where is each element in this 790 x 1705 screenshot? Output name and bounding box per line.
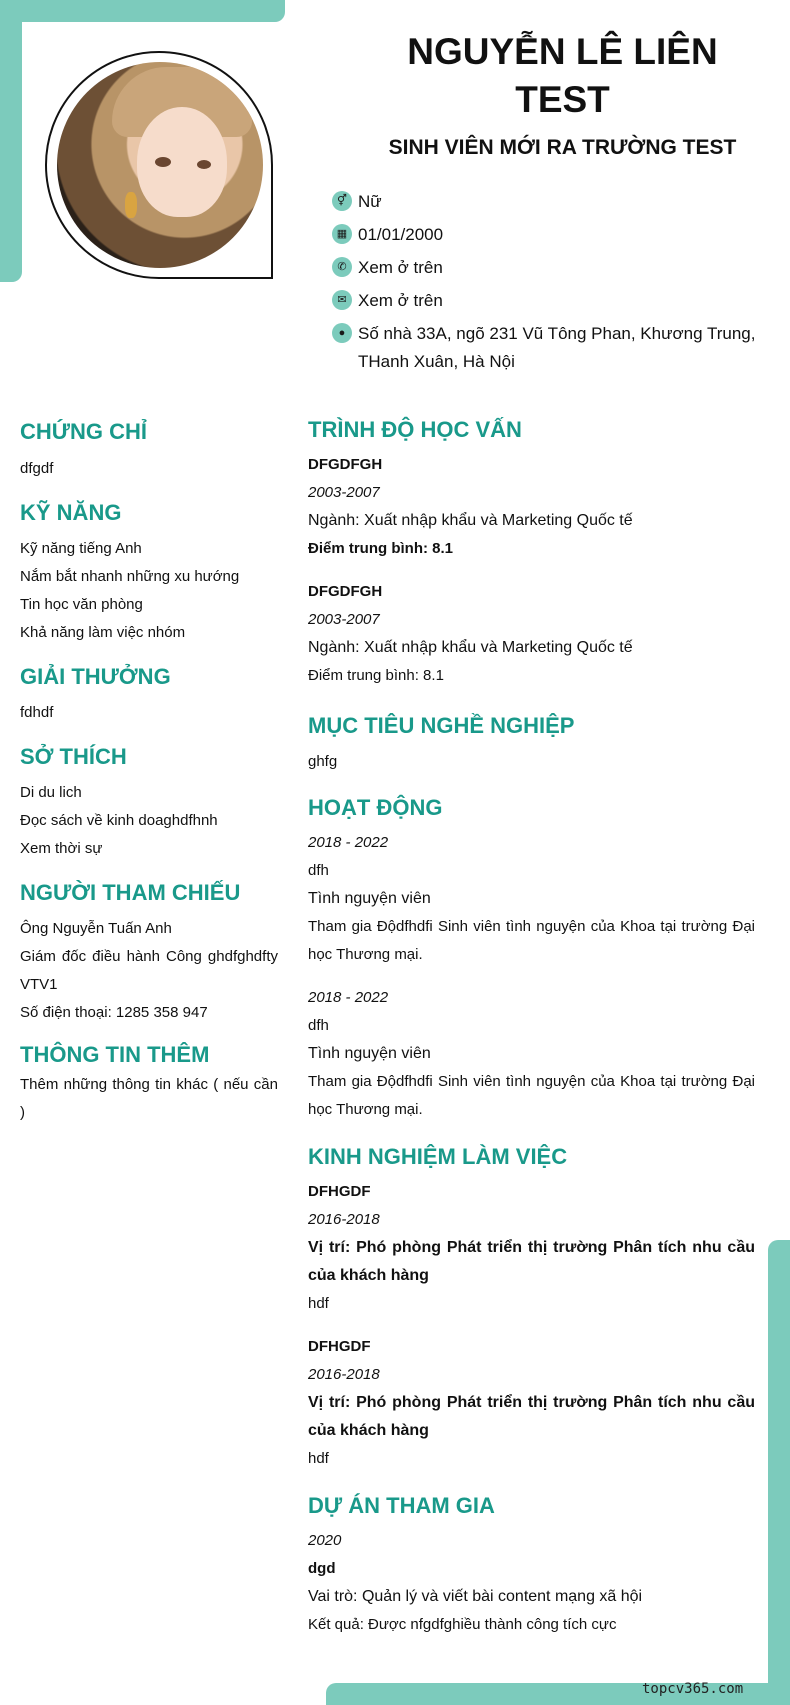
avatar xyxy=(57,62,263,268)
project-result: Kết quả: Được nfgdfghiều thành công tích cực xyxy=(308,1616,617,1633)
education-gpa: Điểm trung bình: 8.1 xyxy=(308,667,444,684)
right-decor-bar xyxy=(768,1240,790,1705)
section-extra-title: THÔNG TIN THÊM xyxy=(20,1042,210,1067)
experience-desc: hdf xyxy=(308,1295,329,1312)
project-year: 2020 xyxy=(308,1532,342,1549)
contact-birthday: ▦ 01/01/2000 xyxy=(332,221,757,249)
award-item: fdhdf xyxy=(20,704,54,721)
experience-desc: hdf xyxy=(308,1450,329,1467)
contact-info xyxy=(332,188,757,381)
activity-desc: Tham gia Độdfhdfi Sinh viên tình nguyện của Khoa tại trường Đại học Thương mại. xyxy=(308,918,755,963)
gender-icon: ⚥ xyxy=(332,191,352,211)
section-certificates-title: CHỨNG CHỈ xyxy=(20,419,148,444)
reference-phone: Số điện thoại: 1285 358 947 xyxy=(20,1004,208,1021)
section-awards-title: GIẢI THƯỞNG xyxy=(20,664,171,689)
project-role: Vai trò: Quản lý và viết bài content mạng xã hội xyxy=(308,1588,643,1605)
email-icon: ✉ xyxy=(332,290,352,310)
section-experience-title: KINH NGHIỆM LÀM VIỆC xyxy=(308,1144,568,1169)
activity-org: dfh xyxy=(308,862,329,879)
contact-email: ✉ Xem ở trên xyxy=(332,287,757,315)
location-icon: ● xyxy=(332,323,352,343)
education-major: Ngành: Xuất nhập khẩu và Marketing Quốc tế xyxy=(308,639,633,656)
reference-position: Giám đốc điều hành Công ghdfghdfty VTV1 xyxy=(20,948,278,993)
activity-desc: Tham gia Độdfhdfi Sinh viên tình nguyện của Khoa tại trường Đại học Thương mại. xyxy=(308,1073,755,1118)
skill-item: Kỹ năng tiếng Anh xyxy=(20,540,142,557)
extra-info: Thêm những thông tin khác ( nếu cần ) xyxy=(20,1076,278,1121)
contact-address: ● Số nhà 33A, ngõ 231 Vũ Tông Phan, Khương Trung, THanh Xuân, Hà Nội xyxy=(332,320,757,376)
experience-position: Vị trí: Phó phòng Phát triển thị trường Phân tích nhu cầu của khách hàng xyxy=(308,1239,755,1284)
certificate-item: dfgdf xyxy=(20,460,54,477)
experience-company: DFHGDF xyxy=(308,1338,371,1355)
section-objective-title: MỤC TIÊU NGHỀ NGHIỆP xyxy=(308,713,575,738)
activity-period: 2018 - 2022 xyxy=(308,834,389,851)
phone-icon: ✆ xyxy=(332,257,352,277)
skill-item: Khả năng làm việc nhóm xyxy=(20,624,186,641)
section-references-title: NGƯỜI THAM CHIẾU xyxy=(20,880,241,905)
activity-role: Tình nguyện viên xyxy=(308,890,431,907)
section-projects-title: DỰ ÁN THAM GIA xyxy=(308,1493,495,1518)
project-name: dgd xyxy=(308,1560,336,1577)
section-hobbies-title: SỞ THÍCH xyxy=(20,744,127,769)
section-education-title: TRÌNH ĐỘ HỌC VẤN xyxy=(308,417,522,442)
reference-name: Ông Nguyễn Tuấn Anh xyxy=(20,920,172,937)
candidate-name: NGUYỄN LÊ LIÊN TEST xyxy=(407,31,718,120)
left-decor-bar xyxy=(0,0,22,282)
hobby-item: Đọc sách về kinh doaghdfhnh xyxy=(20,812,218,829)
hobby-item: Xem thời sự xyxy=(20,840,103,857)
experience-company: DFHGDF xyxy=(308,1183,371,1200)
watermark-text: topcv365.com xyxy=(642,1681,744,1697)
activity-org: dfh xyxy=(308,1017,329,1034)
hobby-item: Di du lich xyxy=(20,784,82,801)
experience-position: Vị trí: Phó phòng Phát triển thị trường Phân tích nhu cầu của khách hàng xyxy=(308,1394,755,1439)
contact-gender: ⚥ Nữ xyxy=(332,188,757,216)
education-gpa: Điểm trung bình: 8.1 xyxy=(308,540,454,557)
contact-phone: ✆ Xem ở trên xyxy=(332,254,757,282)
skill-item: Nắm bắt nhanh những xu hướng xyxy=(20,568,240,585)
education-period: 2003-2007 xyxy=(308,484,380,501)
skill-item: Tin học văn phòng xyxy=(20,596,143,613)
experience-period: 2016-2018 xyxy=(308,1366,380,1383)
top-decor-bar xyxy=(0,0,285,22)
section-skills-title: KỸ NĂNG xyxy=(20,500,122,525)
job-title: SINH VIÊN MỚI RA TRƯỜNG TEST xyxy=(388,136,737,159)
education-major: Ngành: Xuất nhập khẩu và Marketing Quốc tế xyxy=(308,512,633,529)
activity-role: Tình nguyện viên xyxy=(308,1045,431,1062)
section-activities-title: HOẠT ĐỘNG xyxy=(308,795,443,820)
calendar-icon: ▦ xyxy=(332,224,352,244)
objective-text: ghfg xyxy=(308,753,338,770)
education-school: DFGDFGH xyxy=(308,456,383,473)
activity-period: 2018 - 2022 xyxy=(308,989,389,1006)
education-period: 2003-2007 xyxy=(308,611,380,628)
experience-period: 2016-2018 xyxy=(308,1211,380,1228)
education-school: DFGDFGH xyxy=(308,583,383,600)
